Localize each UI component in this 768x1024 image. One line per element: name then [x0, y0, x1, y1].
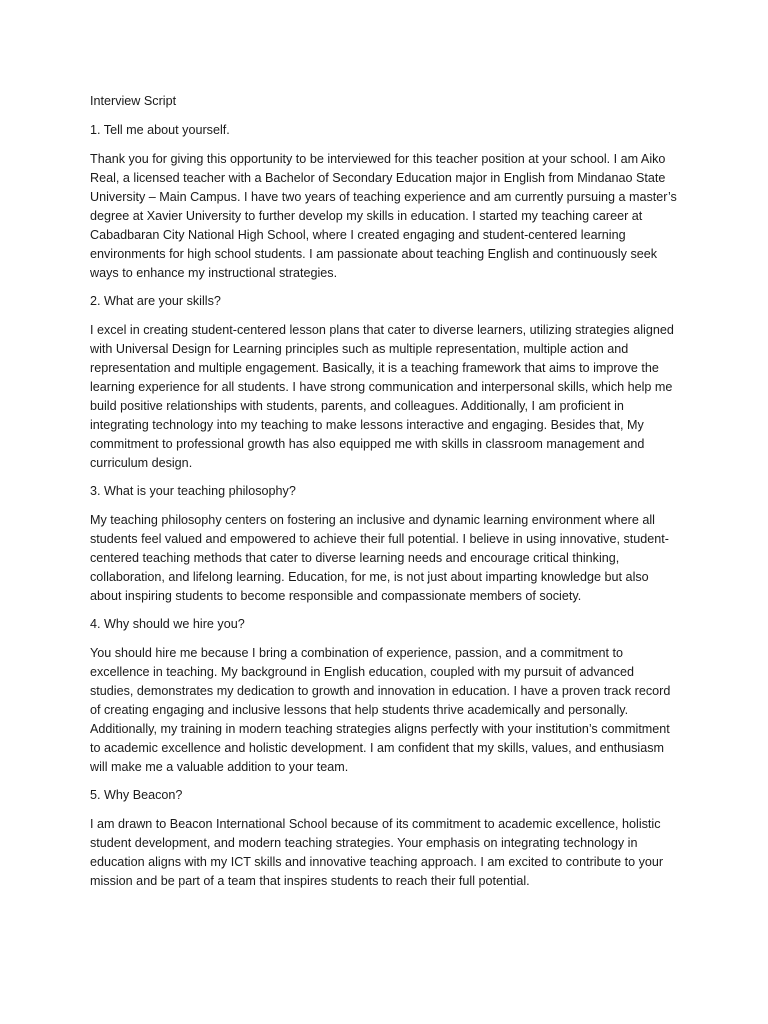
question-1: 1. Tell me about yourself.	[90, 123, 230, 137]
document-page	[90, 92, 680, 900]
answer-1: Thank you for giving this opportunity to be interviewed for this teacher position at your school. I am Aiko Real, a licensed teacher with a Bachelor of Secondary Education major in English from Mindanao State University – Main Campus. I have two years of teaching experience and am currently pursuing a master’s degree at Xavier University to further develop my skills in education. I started my teaching career at Cabadbaran City National High School, where I created engaging and student-centered learning environments for high school students. I am passionate about teaching English and continuously seek ways to enhance my instructional strategies.	[90, 152, 677, 280]
answer-5: I am drawn to Beacon International School because of its commitment to academic excellence, holistic student development, and modern teaching strategies. Your emphasis on integrating technology in education aligns with my ICT skills and innovative teaching approach. I am excited to contribute to your mission and be part of a team that inspires students to reach their full potential.	[90, 817, 664, 888]
document-title: Interview Script	[90, 94, 177, 108]
answer-4: You should hire me because I bring a combination of experience, passion, and a commitment to excellence in teaching. My background in English education, coupled with my pursuit of advanced studies, demonstrates my dedication to growth and innovation in education. I have a proven track record of creating engaging and inclusive lessons that help students thrive academically and personally. Additionally, my training in modern teaching strategies aligns perfectly with your institution’s commitment to academic excellence and holistic development. I am confident that my skills, values, and enthusiasm will make me a valuable addition to your team.	[90, 646, 671, 774]
answer-3: My teaching philosophy centers on fostering an inclusive and dynamic learning environment where all students feel valued and empowered to achieve their full potential. I believe in using innovative, student-centered teaching methods that cater to diverse learning needs and encourage critical thinking, collaboration, and lifelong learning. Education, for me, is not just about imparting knowledge but also about inspiring students to become responsible and compassionate members of society.	[90, 513, 669, 603]
question-4: 4. Why should we hire you?	[90, 617, 245, 631]
question-3: 3. What is your teaching philosophy?	[90, 484, 296, 498]
question-5: 5. Why Beacon?	[90, 788, 183, 802]
answer-2: I excel in creating student-centered lesson plans that cater to diverse learners, utilizing strategies aligned with Universal Design for Learning principles such as multiple representation, multiple action and representation and multiple engagement. Basically, it is a teaching framework that aims to improve the learning experience for all students. I have strong communication and interpersonal skills, which help me build positive relationships with students, parents, and colleagues. Additionally, I am proficient in integrating technology into my teaching to make lessons interactive and engaging. Besides that, My commitment to professional growth has also equipped me with skills in classroom management and curriculum design.	[90, 323, 674, 470]
question-2: 2. What are your skills?	[90, 294, 221, 308]
